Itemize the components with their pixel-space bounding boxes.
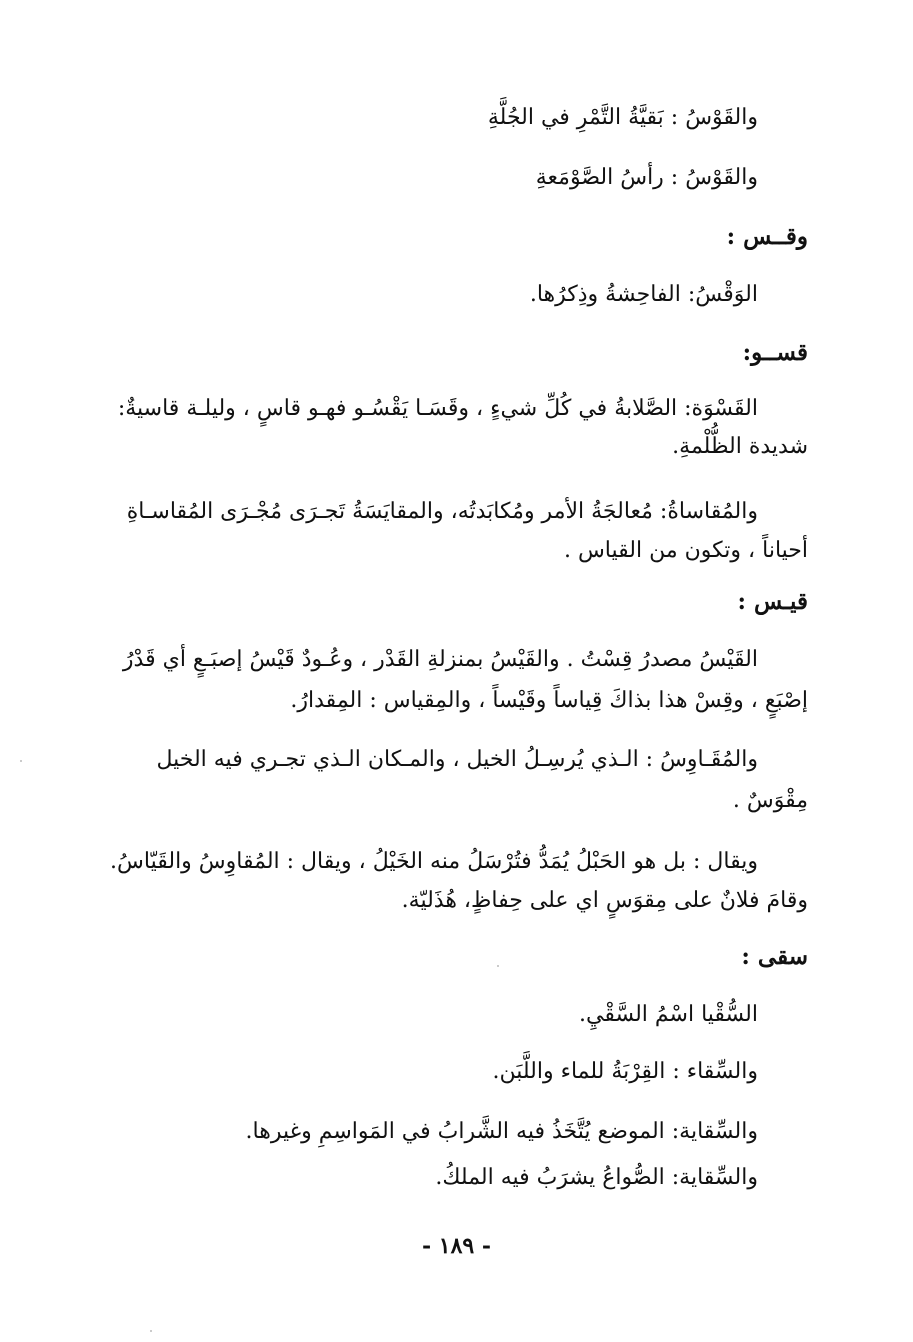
entry-line: الوَقْسُ: الفاحِشةُ وذِكرُها. — [529, 282, 758, 307]
entry-line: ويقال : بل هو الحَبْلُ يُمَدُّ فتُرْسَلُ منه الخَيْلُ ، ويقال : المُقاوِسُ والقَيّاسُ. — [110, 849, 758, 874]
page-number: - ١٨٩ - — [421, 1233, 492, 1259]
entry-line: مِقْوَسٌ . — [732, 788, 808, 813]
entry-line: شديدة الظُّلْمةِ. — [672, 434, 808, 459]
entry-line: أحياناً ، وتكون من القياس . — [563, 538, 808, 563]
entry-line: والقَوْسُ : بَقيَّةُ التَّمْرِ في الجُلَّةِ — [487, 105, 758, 130]
root-heading: وقــس : — [726, 223, 808, 250]
entry-line: والسِّقاء : القِرْبَةُ للماء واللَّبَن. — [492, 1059, 758, 1084]
entry-line: السُّقْيا اسْمُ السَّقْيِ. — [579, 1002, 758, 1027]
scan-speck — [497, 965, 499, 967]
root-heading: قســو: — [742, 339, 808, 366]
entry-line: وقامَ فلانٌ على مِقوَسٍ اي على حِفاظٍ، هُذَليّة. — [401, 888, 808, 913]
scan-speck — [20, 760, 22, 762]
root-heading: قيـس : — [737, 588, 808, 615]
entry-line: والسِّقاية: الموضع يُتَّخَذُ فيه الشَّرابُ في المَواسِمِ وغيرها. — [245, 1119, 758, 1144]
entry-line: القَسْوَة: الصَّلابةُ في كُلِّ شيءٍ ، وقَسَـا يَقْسُـو فهـو قاسٍ ، وليلـة قاسيةٌ: — [117, 396, 758, 421]
scan-speck — [150, 1330, 152, 1332]
entry-line: والسِّقاية: الصُّواعُ يشرَبُ فيه الملكُ. — [435, 1165, 758, 1190]
entry-line: والمُقاساةُ: مُعالجَةُ الأمر ومُكابَدتُه، والمقايَسَةُ تَجـرَى مُجْـرَى المُقاسـاةِ — [126, 499, 758, 524]
entry-line: إصْبَعٍ ، وقِسْ هذا بذاكَ قِياساً وقَيْساً ، والمِقياس : المِقدارُ. — [290, 688, 808, 713]
root-heading: سقى : — [741, 943, 808, 970]
entry-line: والقَوْسُ : رأسُ الصَّوْمَعةِ — [535, 165, 758, 190]
entry-line: القَيْسُ مصدرُ قِسْتُ . والقَيْسُ بمنزلةِ القَدْر ، وعُـودٌ قَيْسُ إصبَـعٍ أي قَدْرُ — [122, 647, 758, 672]
entry-line: والمُقَـاوِسُ : الـذي يُرسِـلُ الخيل ، والمـكان الـذي تجـري فيه الخيل — [156, 747, 758, 772]
